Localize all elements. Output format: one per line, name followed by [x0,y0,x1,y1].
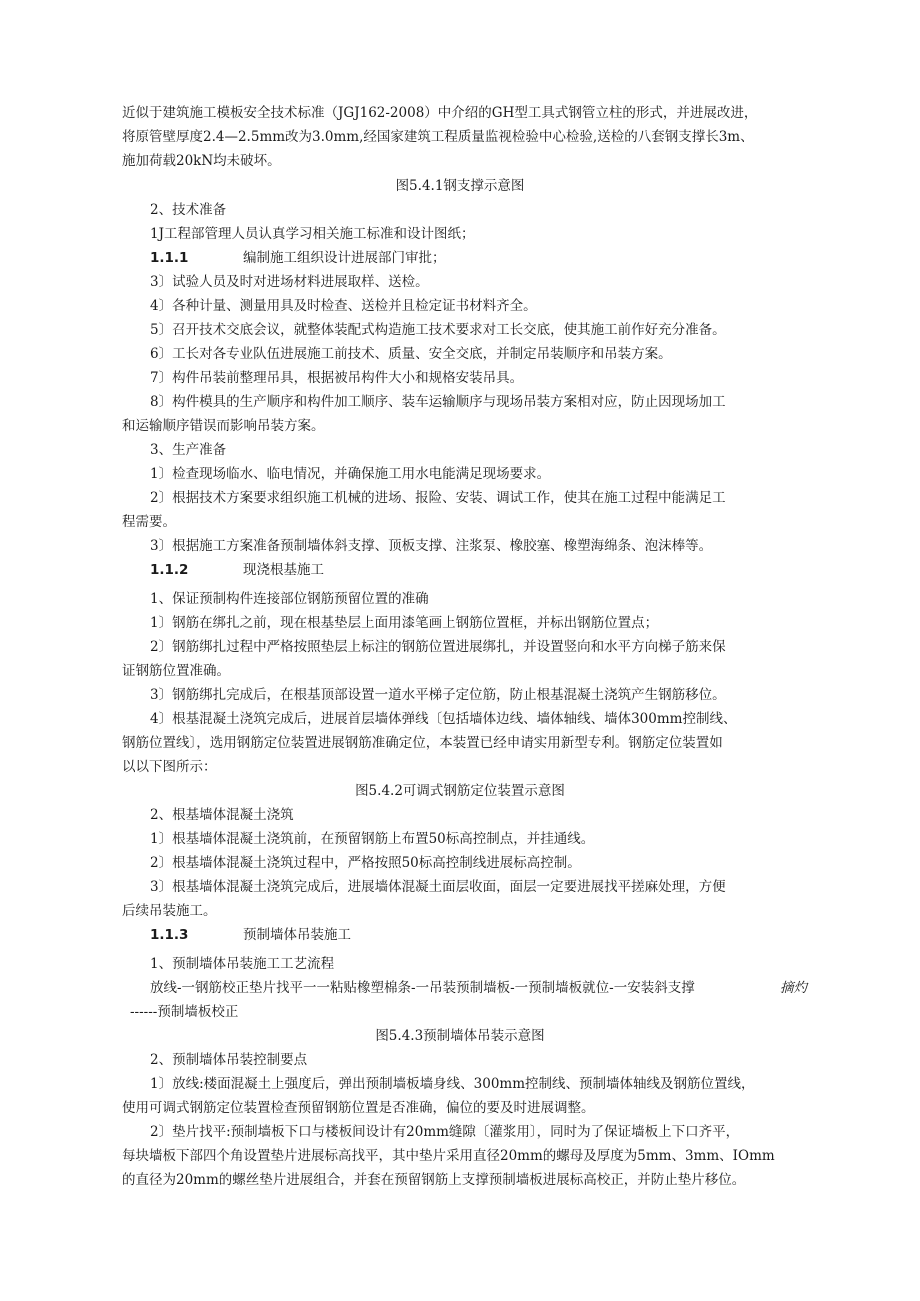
section-title-control-points: 2、预制墙体吊装控制要点 [150,1052,308,1068]
paragraph-line: 3〕试验人员及时对进场材料进展取样、送检。 [150,274,429,290]
process-flow-line: 放线-一钢筋校正垫片找平一一粘贴橡塑棉条-一吊装预制墙板-一预制墙板就位-一安装斜支撑 [150,980,695,996]
paragraph-line: 1〕检查现场临水、临电情况，并确保施工用水电能满足现场要求。 [150,466,551,482]
paragraph-line: 2〕根据技术方案要求组织施工机械的进场、报险、安装、调试工作，使其在施工过程中能满足工 [150,490,726,506]
section-title-tech-prep: 2、技术准备 [150,202,227,218]
paragraph-line: 3〕根据施工方案准备预制墙体斜支撑、顶板支撑、注浆泵、橡胶塞、橡塑海绵条、泡沫棒等。 [150,538,713,554]
figure-caption-5-4-1: 图5.4.1钢支撑示意图 [395,178,525,194]
heading-number: 1.1.3 [150,927,189,943]
paragraph-line: 的直径为20mm的螺丝垫片进展组合，并套在预留钢筋上支撑预制墙板进展标高校正，并防止垫片移位。 [122,1172,746,1188]
paragraph-line: 1〕钢筋在绑扎之前，现在根基垫层上面用漆笔画上钢筋位置框，并标出钢筋位置点； [150,615,659,631]
paragraph-line: 后续吊装施工。 [122,903,217,919]
heading-number: 1.1.1 [150,250,189,266]
paragraph-line: 3〕钢筋绑扎完成后，在根基顶部设置一道水平梯子定位筋，防止根基混凝土浇筑产生钢筋移位。 [150,687,726,703]
paragraph-line: 近似于建筑施工模板安全技术标准（JGJ162-2008）中介绍的GH型工具式钢管立柱的形式，并进展改进， [122,105,758,121]
paragraph-line: 钢筋位置线〕，选用钢筋定位装置进展钢筋准确定位，本装置已经申请实用新型专利。钢筋定位装置如 [122,735,723,751]
heading-text: 编制施工组织设计进展部门审批； [243,250,446,266]
paragraph-line: 3〕根基墙体混凝土浇筑完成后，进展墙体混凝土面层收面，面层一定要进展找平搓麻处理，方便 [150,879,726,895]
paragraph-line: 程需要。 [122,514,176,530]
process-flow-tail: 摘灼 [780,980,807,996]
paragraph-line: 每块墙板下部四个角设置垫片进展标高找平，其中垫片采用直径20mm的螺母及厚度为5mm、3mm、IOmm [122,1148,775,1164]
figure-caption-5-4-2: 图5.4.2可调式钢筋定位装置示意图 [355,783,565,799]
paragraph-line: 6〕工长对各专业队伍进展施工前技术、质量、安全交底，并制定吊装顺序和吊装方案。 [150,346,672,362]
paragraph-line: 以以下图所示： [122,759,217,775]
paragraph-line: 2〕钢筋绑扎过程中严格按照垫层上标注的钢筋位置进展绑扎，并设置竖向和水平方向梯子筋来保 [150,639,726,655]
paragraph-line: 5〕召开技术交底会议，就整体装配式构造施工技术要求对工长交底，使其施工前作好充分准备。 [150,322,726,338]
figure-caption-5-4-3: 图5.4.3预制墙体吊装示意图 [375,1028,545,1044]
heading-text: 预制墙体吊装施工 [243,927,351,943]
paragraph-line: 4〕根基混凝土浇筑完成后，进展首层墙体弹线〔包括墙体边线、墙体轴线、墙体300mm控制线、 [150,711,737,727]
paragraph-line: 1〕根基墙体混凝土浇筑前，在预留钢筋上布置50标高控制点，并挂通线。 [150,831,595,847]
paragraph-line: 7〕构件吊装前整理吊具，根据被吊构件大小和规格安装吊具。 [150,370,524,386]
paragraph-line: 和运输顺序错误而影响吊装方案。 [122,418,325,434]
section-title-production-prep: 3、生产准备 [150,442,227,458]
heading-number: 1.1.2 [150,562,189,578]
paragraph-line: 施加荷载20kN均未破坏。 [122,153,281,169]
paragraph-line: 1〕放线:楼面混凝土上强度后，弹出预制墙板墙身线、300mm控制线、预制墙体轴线及钢筋位置线， [150,1076,755,1092]
paragraph-line: 2〕垫片找平:预制墙板下口与楼板间设计有20mm缝隙〔灌浆用〕，同时为了保证墙板上下口齐平， [150,1124,740,1140]
paragraph-line: 1、预制墙体吊装施工工艺流程 [150,956,335,972]
paragraph-line: 2〕根基墙体混凝土浇筑过程中，严格按照50标高控制线进展标高控制。 [150,855,581,871]
paragraph-line: 证钢筋位置准确。 [122,663,230,679]
paragraph-line: 8〕构件模具的生产顺序和构件加工顺序、装车运输顺序与现场吊装方案相对应，防止因现场加工 [150,394,726,410]
section-title-foundation-concrete: 2、根基墙体混凝土浇筑 [150,807,294,823]
paragraph-line: 1J工程部管理人员认真学习相关施工标准和设计图纸； [150,226,475,242]
paragraph-line: 1、保证预制构件连接部位钢筋预留位置的准确 [150,591,429,607]
process-flow-line: ------预制墙板校正 [130,1004,239,1020]
paragraph-line: 使用可调式钢筋定位装置检查预留钢筋位置是否准确，偏位的要及时进展调整。 [122,1100,595,1116]
paragraph-line: 4〕各种计量、测量用具及时检查、送检并且检定证书材料齐全。 [150,298,537,314]
paragraph-line: 将原管壁厚度2.4—2.5mm改为3.0mm,经国家建筑工程质量监视检验中心检验,送检的八套钢支撑长3m、 [122,129,754,145]
heading-text: 现浇根基施工 [243,562,324,578]
